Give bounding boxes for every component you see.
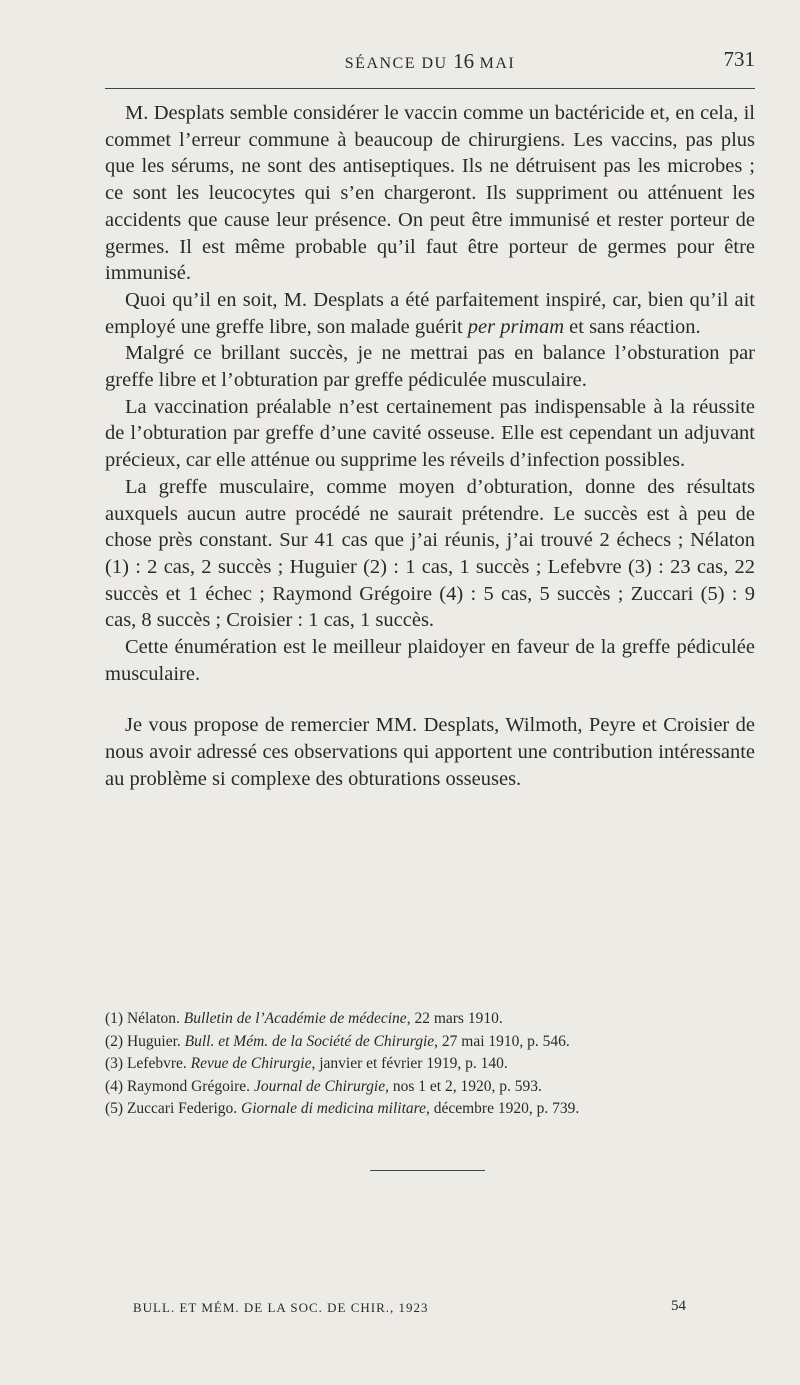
text-run: (3) Lefebvre. bbox=[105, 1055, 191, 1072]
page-footer bbox=[105, 1296, 755, 1318]
text-run: La greffe musculaire, comme moyen d’obturation, donne des résultats auxquels aucun autre procédé ne saurait prétendre. Le succès est à peu de chose près constant. Sur 41 cas que j’ai réunis, j’ai trouvé 2 échecs ; Nélaton (1) : 2 cas, 2 succès ; Huguier (2) : 1 cas, 1 succès ; Lefebvre (3) : 23 cas, 22 succès et 1 échec ; Raymond Grégoire (4) : 5 cas, 5 succès ; Zuccari (5) : 9 cas, 8 succès ; Croisier : 1 cas, 1 succès. bbox=[105, 475, 755, 632]
italic-text: per primam bbox=[467, 315, 565, 338]
text-run: (2) Huguier. bbox=[105, 1032, 185, 1050]
text-run: (1) Nélaton. bbox=[105, 1010, 184, 1027]
header-rule bbox=[105, 88, 755, 89]
text-run: Quoi qu’il en soit, M. Desplats a été parfaitement inspiré, car, bien qu’il ait employé une greffe libre, son malade guérit bbox=[105, 288, 755, 338]
running-title-month: MAI bbox=[474, 55, 516, 72]
italic-text: Bull. et Mém. de la Société de Chirurgie bbox=[184, 1032, 435, 1050]
italic-text: Journal de Chirurgie bbox=[253, 1077, 386, 1095]
footnote bbox=[105, 1098, 755, 1121]
page-number: 731 bbox=[723, 47, 755, 71]
text-run: , janvier et février 1919, p. 140. bbox=[311, 1055, 508, 1072]
footer-sheet-number: 54 bbox=[671, 1298, 686, 1314]
footnote bbox=[105, 1031, 755, 1054]
text-run: , nos 1 et 2, 1920, p. 593. bbox=[385, 1077, 542, 1095]
text-run: et sans réaction. bbox=[564, 315, 701, 338]
text-run: , 22 mars 1910. bbox=[406, 1010, 503, 1027]
text-run: (4) Raymond Grégoire. bbox=[105, 1077, 254, 1095]
paragraph bbox=[105, 100, 755, 287]
paragraph bbox=[105, 474, 755, 634]
italic-text: Revue de Chirurgie bbox=[190, 1055, 312, 1072]
footnote bbox=[105, 1076, 755, 1099]
italic-text: Bulletin de l’Académie de médecine bbox=[183, 1010, 407, 1027]
end-rule bbox=[370, 1170, 485, 1171]
running-title-prefix: SÉANCE DU bbox=[344, 55, 454, 72]
paragraph bbox=[105, 287, 755, 340]
text-run: La vaccination préalable n’est certainement pas indispensable à la réussite de l’obturation par greffe d’une cavité osseuse. Elle est cependant un adjuvant précieux, car elle atténue ou supprime les réveils d’infection possibles. bbox=[105, 395, 755, 472]
footer-journal: BULL. ET MÉM. DE LA SOC. DE CHIR., 1923 bbox=[133, 1300, 429, 1315]
running-header bbox=[105, 47, 755, 73]
text-run: , décembre 1920, p. 739. bbox=[425, 1100, 580, 1117]
text-run: Cette énumération est le meilleur plaidoyer en faveur de la greffe pédiculée musculaire. bbox=[105, 636, 755, 685]
footnote bbox=[105, 1008, 755, 1031]
text-run: , 27 mai 1910, p. 546. bbox=[434, 1032, 570, 1050]
text-run: (5) Zuccari Federigo. bbox=[105, 1100, 241, 1117]
text-run: Malgré ce brillant succès, je ne mettrai pas en balance l’obsturation par greffe libre et l’obturation par greffe pédiculée musculaire. bbox=[105, 342, 755, 392]
running-title-day: 16 bbox=[453, 49, 475, 73]
text-run: M. Desplats semble considérer le vaccin comme un bactéricide et, en cela, il commet l’erreur commune à beaucoup de chirurgiens. Les vaccins, pas plus que les sérums, ne sont des antiseptiques. Ils ne détruisent pas les microbes ; ce sont les leucocytes qui s’en chargeront. Ils suppriment ou atténuent les accidents que cause leur présence. On peut être immunisé et rester porteur de germes. Il est même probable qu’il faut être porteur de germes pour être immunisé. bbox=[105, 102, 755, 285]
footnotes bbox=[105, 1008, 755, 1121]
paragraph bbox=[105, 712, 755, 792]
footnote bbox=[105, 1053, 755, 1076]
paragraph bbox=[105, 394, 755, 474]
italic-text: Giornale di medicina militare bbox=[241, 1100, 426, 1117]
text-run: Je vous propose de remercier MM. Desplats, Wilmoth, Peyre et Croisier de nous avoir adressé ces observations qui apportent une contribution intéressante au problème si complexe des obturations osseuses. bbox=[105, 714, 755, 790]
body-text bbox=[105, 100, 755, 793]
paragraph bbox=[105, 634, 755, 687]
paragraph bbox=[105, 340, 755, 393]
running-title bbox=[105, 49, 755, 74]
